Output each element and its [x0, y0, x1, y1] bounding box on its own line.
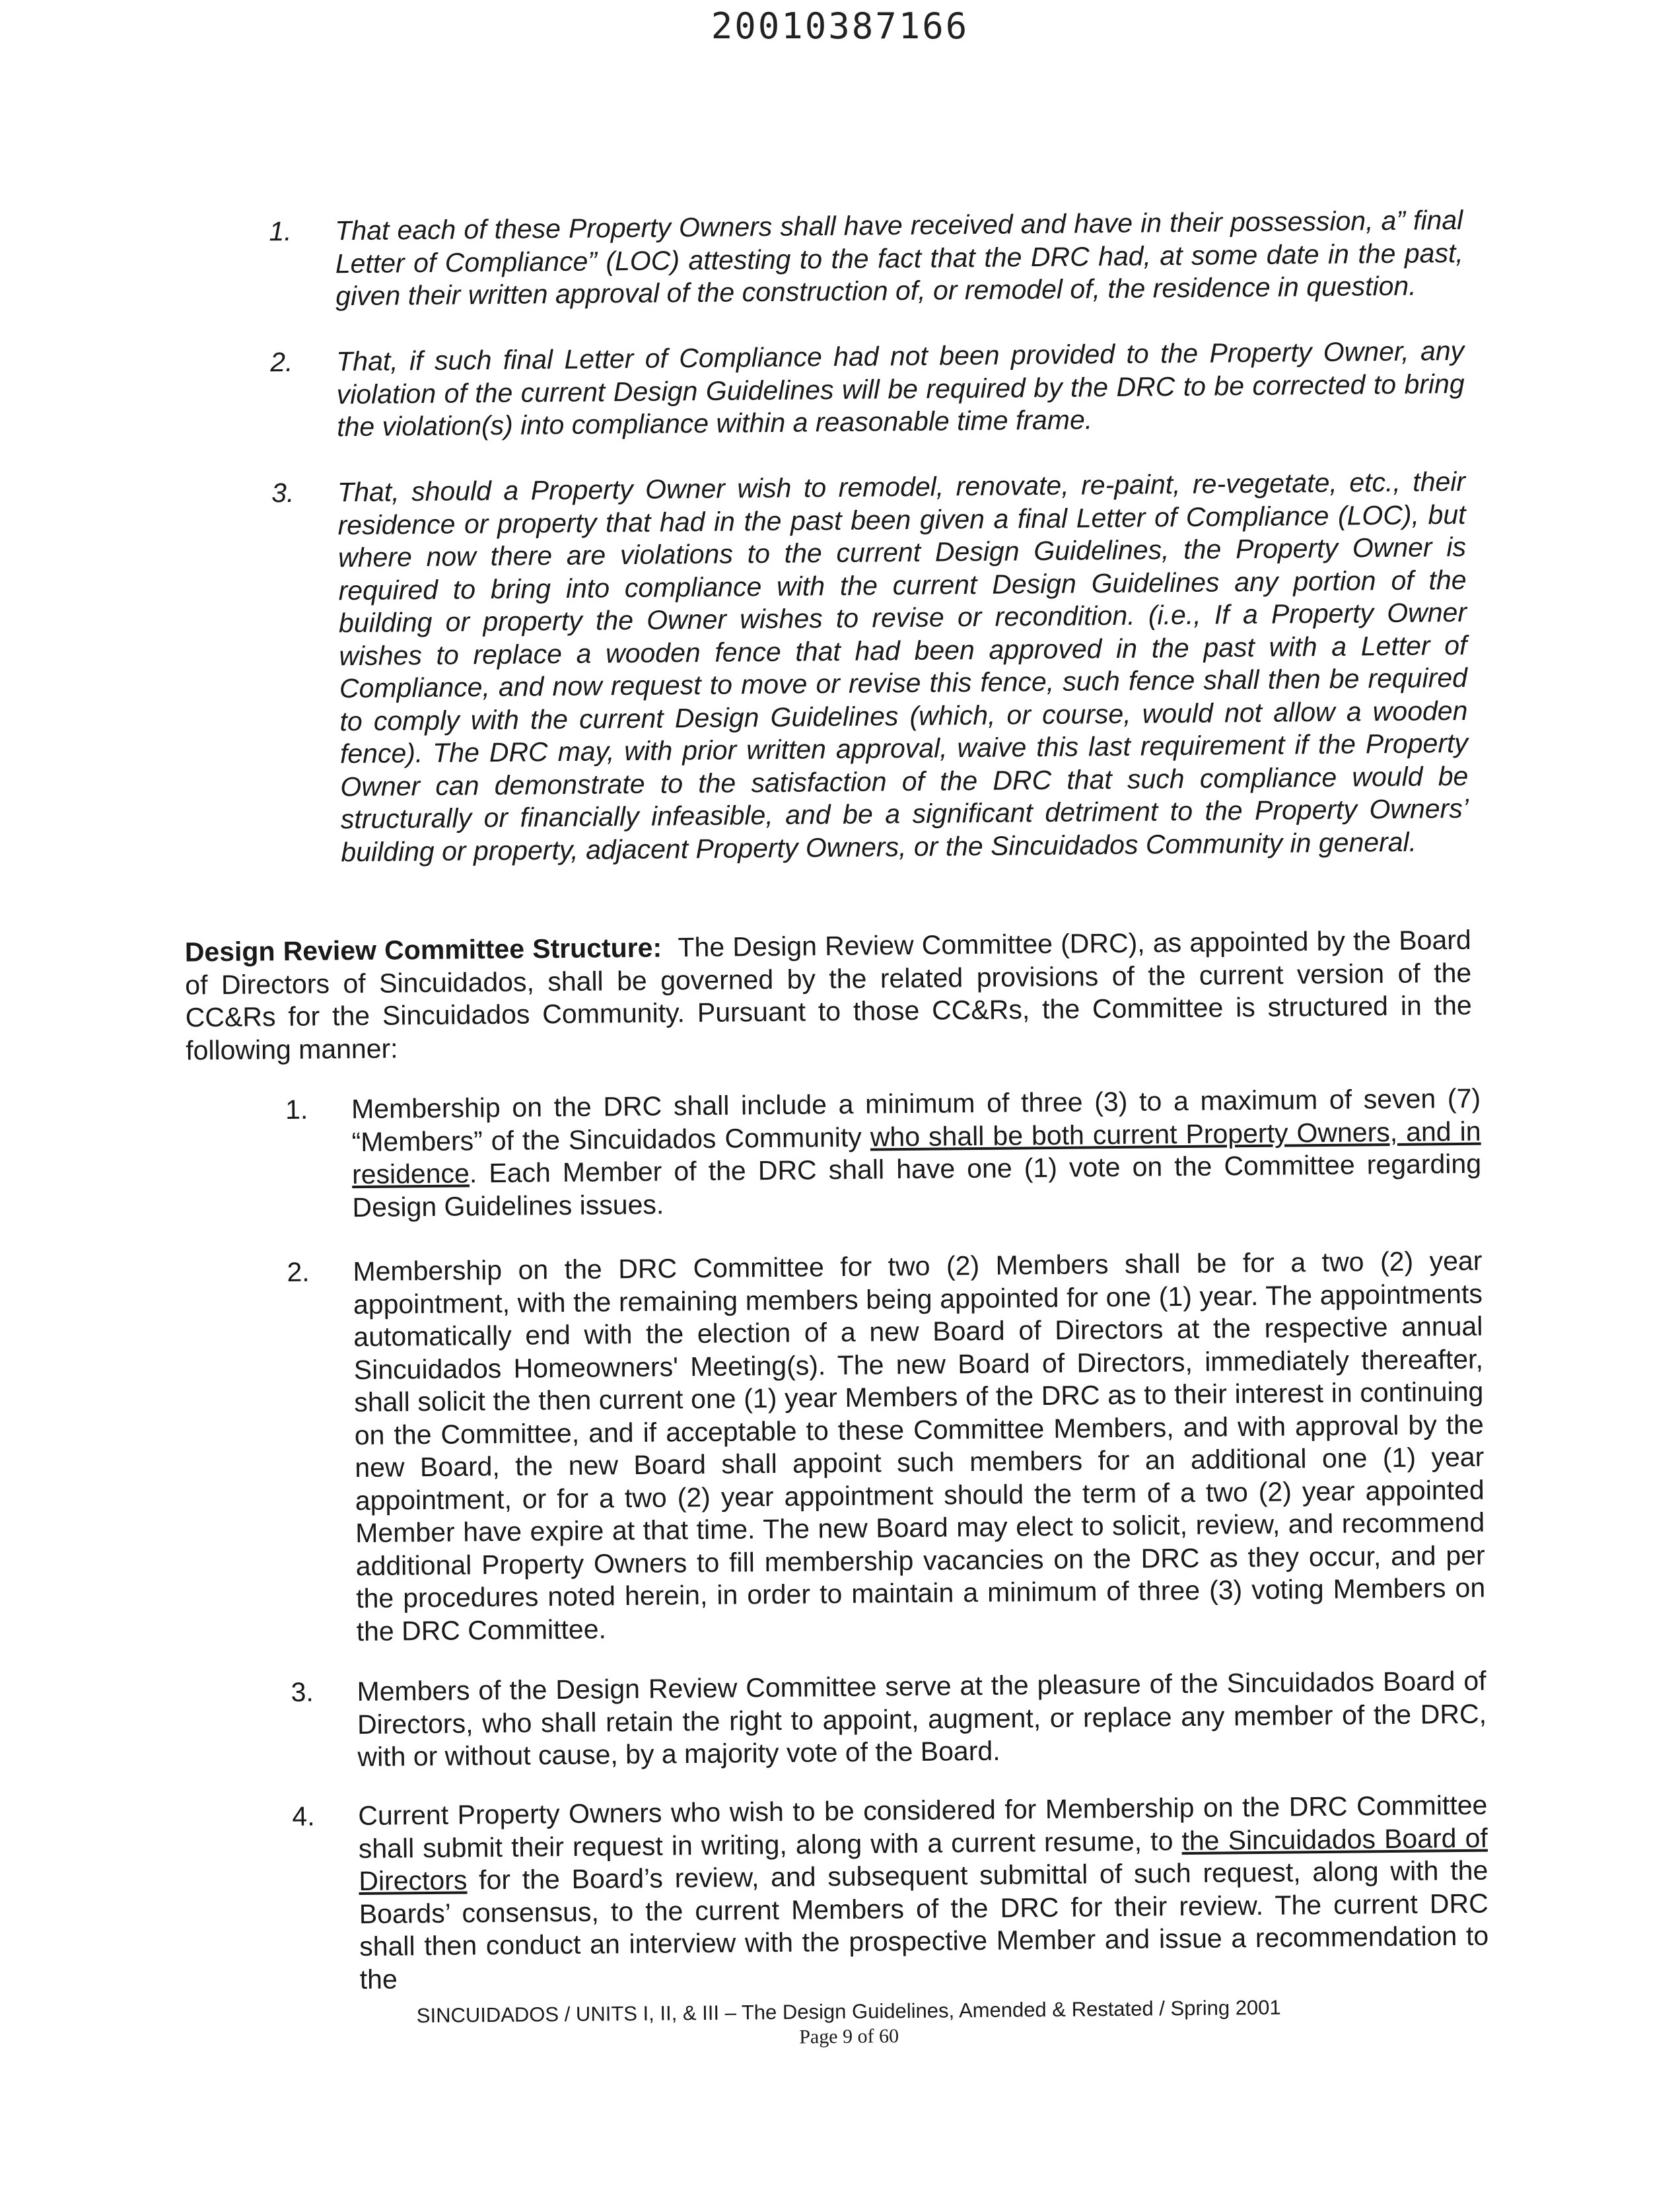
list-item	[270, 335, 1465, 445]
list-number: 2.	[287, 1256, 310, 1288]
underlined-text: who shall be both current Property Owners, and in residence	[351, 1116, 1481, 1190]
page-number: Page 9 of 60	[799, 2025, 899, 2048]
footer-title: SINCUIDADOS / UNITS I, II, & III – The Design Guidelines, Amended & Restated / Spring 2001	[416, 1995, 1281, 2028]
list-text: Members of the Design Review Committee serve at the pleasure of the Sincuidados Board of Directors, who shall retain the right to appoint, augment, or replace any member of the DRC, with or without cause, by a majority vote of the Board.	[357, 1665, 1487, 1773]
list-number: 3.	[271, 477, 295, 509]
list-text: That, should a Property Owner wish to remodel, renovate, re-paint, re-vegetate, etc., their residence or property that had in the past been given a final Letter of Compliance (LOC), but where now there are violations to the current Design Guidelines, the Property Owner is required to bring into compliance with the current Design Guidelines any portion of the building or property the Owner wishes to revise or recondition. (i.e., If a Property Owner wishes to replace a wooden fence that had been approved in the past with a Letter of Compliance, and now request to move or revise this fence, such fence shall then be required to comply with the current Design Guidelines (which, or course, would not allow a wooden fence). The DRC may, with prior written approval, waive this last requirement if the Property Owner can demonstrate to the satisfaction of the DRC that such compliance would be structurally or financially infeasible, and be a significant detriment to the Property Owners’ building or property, adjacent Property Owners, or the Sincuidados Community in general.	[337, 466, 1469, 867]
drc-list	[285, 1083, 1489, 1995]
list-number: 2.	[270, 346, 293, 378]
list-item	[271, 466, 1469, 873]
list-number: 1.	[285, 1094, 308, 1125]
list-text-part: Membership on the DRC shall include a minimum of three (3) to a maximum of seven (7) “Members” of the Sincuidados Community	[351, 1083, 1481, 1157]
list-text	[351, 1083, 1482, 1224]
list-item	[292, 1789, 1489, 1995]
list-text-part: for the Board’s review, and subsequent submittal of such request, along with the Boards’ consensus, to the current Members of the DRC for their review. The current DRC shall then conduct an interview with the prospective Member and issue a recommendation to the	[359, 1855, 1489, 1995]
document-id: 20010387166	[711, 5, 969, 47]
list-item	[285, 1083, 1482, 1226]
list-text: That, if such final Letter of Compliance had not been provided to the Property Owner, any violation of the current Design Guidelines will be required by the DRC to be corrected to bring the violation(s) into compliance within a reasonable time frame.	[336, 335, 1465, 443]
list-number: 1.	[269, 215, 292, 247]
list-item	[287, 1245, 1486, 1653]
list-number: 4.	[292, 1800, 315, 1832]
section-intro-text	[670, 932, 678, 962]
list-item	[269, 204, 1463, 314]
list-number: 3.	[291, 1676, 314, 1708]
drc-section-intro	[185, 924, 1473, 1067]
list-item	[291, 1665, 1487, 1775]
list-text: That each of these Property Owners shall have received and have in their possession, a” final Letter of Compliance” (LOC) attesting to the fact that the DRC had, at some date in the past, given their written approval of the construction of, or remodel of, the residence in question.	[335, 204, 1463, 312]
section-intro-text: The Design Review Committee (DRC), as appointed by the Board of Directors of Sincuidados, shall be governed by the related provisions of the current version of the CC&Rs for the Sincuidados Community. Pursuant to those CC&Rs, the Committee is structured in the following manner:	[185, 924, 1472, 1066]
loc-list	[269, 204, 1469, 882]
list-text: Membership on the DRC Committee for two (2) Members shall be for a two (2) year appointment, with the remaining members being appointed for one (1) year. The appointments automatically end with the election of a new Board of Directors at the respective annual Sincuidados Homeowners' Meeting(s). The new Board of Directors, immediately thereafter, shall solicit the then current one (1) year Members of the DRC as to their interest in continuing on the Committee, and if acceptable to these Committee Members, and with approval by the new Board, the new Board shall appoint such members for an additional one (1) year appointment, or for a two (2) year appointment should the term of a two (2) year appointed Member have expire at that time. The new Board may elect to solicit, review, and recommend additional Property Owners to fill membership vacancies on the DRC as they occur, and per the procedures noted herein, in order to maintain a minimum of three (3) voting Members on the DRC Committee.	[353, 1245, 1486, 1647]
list-text-part: Current Property Owners who wish to be considered for Membership on the DRC Committee shall submit their request in writing, along with a current resume, to	[358, 1789, 1488, 1864]
section-heading: Design Review Committee Structure:	[184, 932, 662, 968]
list-text	[358, 1789, 1489, 1996]
underlined-text: the Sincuidados Board of Directors	[359, 1822, 1488, 1897]
list-text-part: . Each Member of the DRC shall have one (1) vote on the Committee regarding Design Guidelines issues.	[352, 1148, 1482, 1223]
